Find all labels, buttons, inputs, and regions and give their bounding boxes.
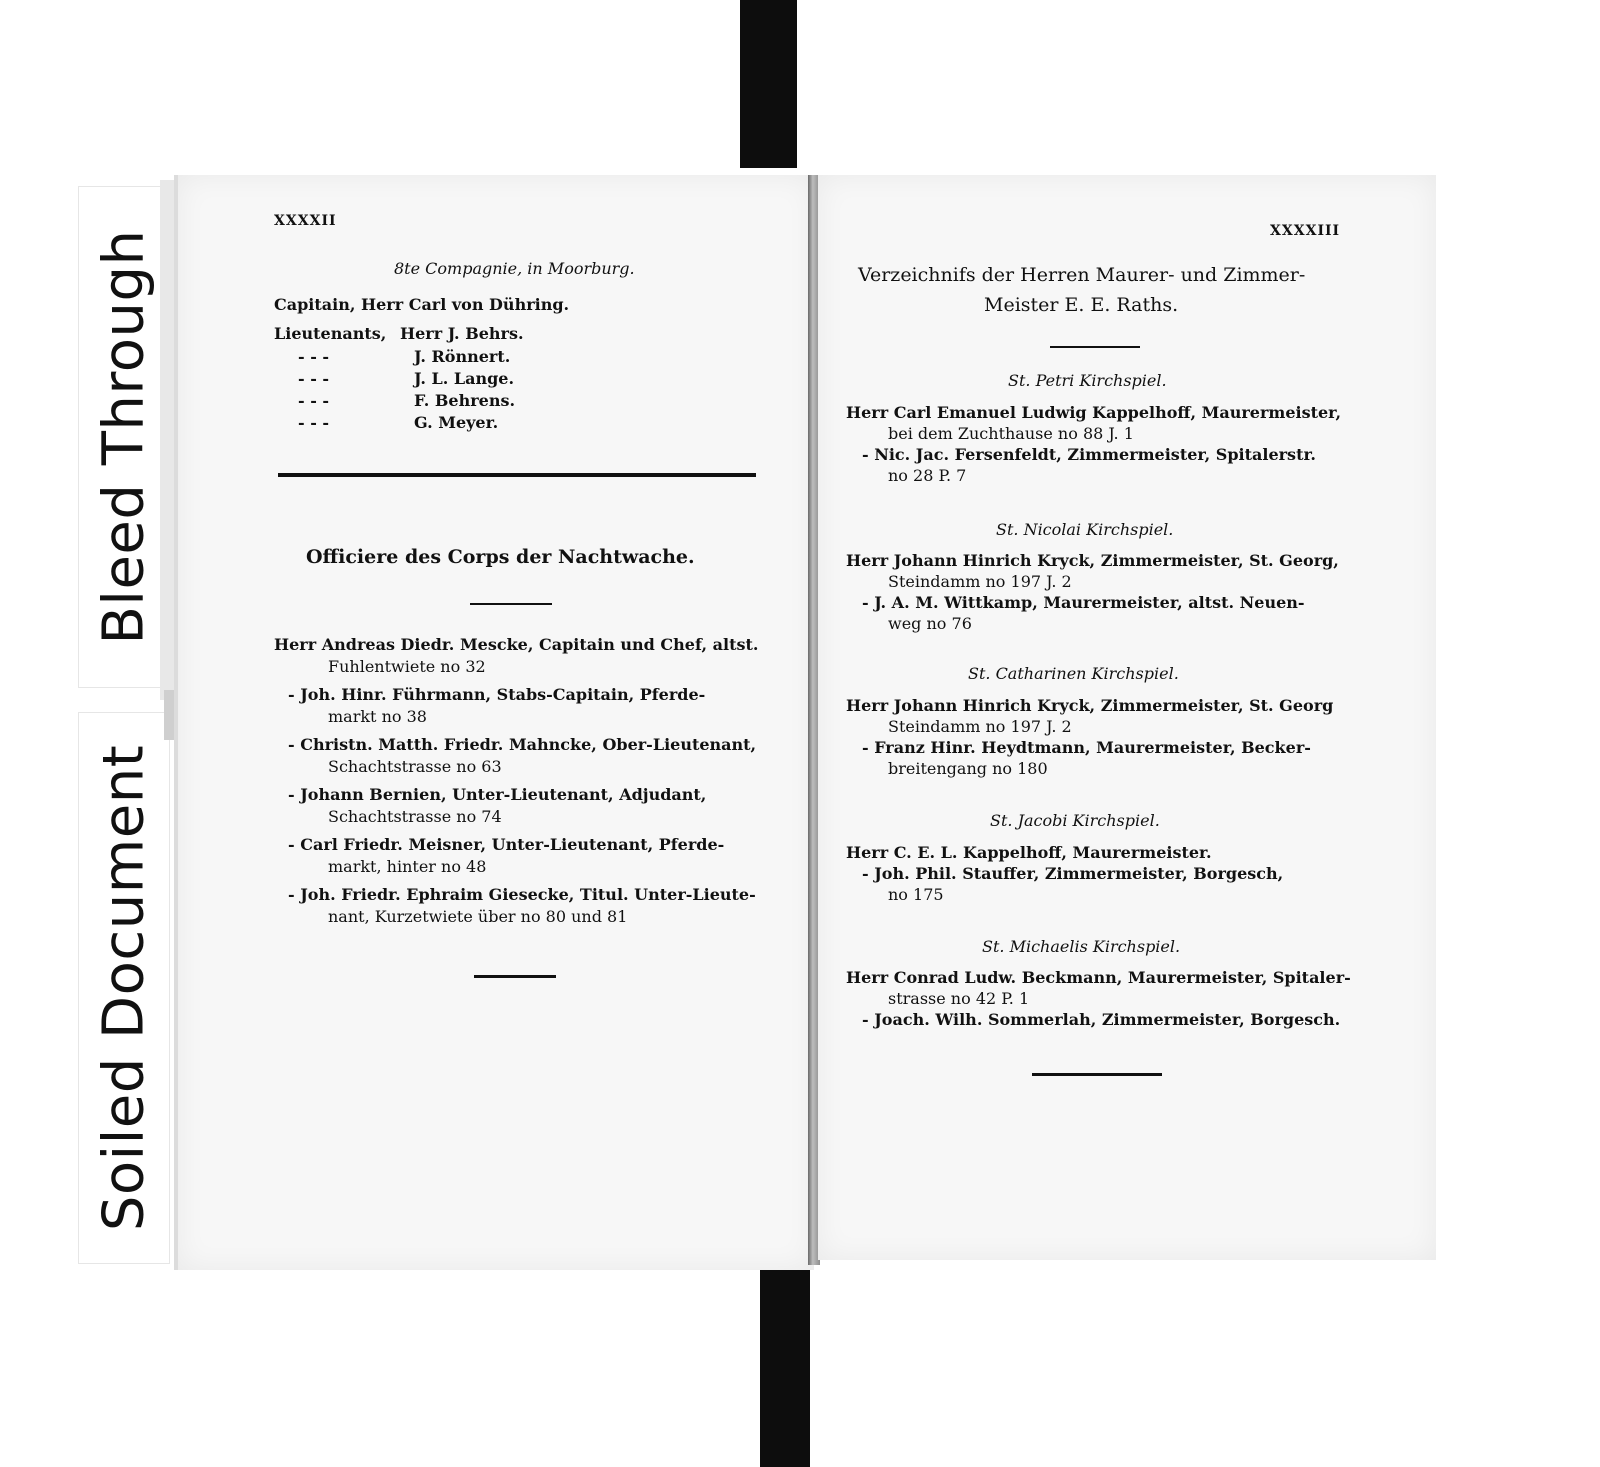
end-rule (474, 975, 556, 978)
master-address: strasse no 42 P. 1 (888, 989, 1030, 1008)
officer-address: Fuhlentwiete no 32 (328, 657, 486, 676)
officer-address: markt no 38 (328, 707, 427, 726)
master-line: Herr Johann Hinrich Kryck, Zimmermeister, St. Georg (846, 696, 1334, 715)
soiled-document-label: Soiled Document (91, 744, 157, 1232)
lieutenant-name: G. Meyer. (414, 413, 499, 432)
master-address: bei dem Zuchthause no 88 J. 1 (888, 424, 1134, 443)
soiled-document-label-box (78, 712, 170, 1264)
master-address: no 28 P. 7 (888, 466, 967, 485)
officer-line: - Christn. Matth. Friedr. Mahncke, Ober-Lieutenant, (288, 735, 757, 754)
captain-line: Capitain, Herr Carl von Dühring. (274, 295, 570, 314)
master-line: Herr Johann Hinrich Kryck, Zimmermeister, St. Georg, (846, 551, 1339, 570)
officer-address: Schachtstrasse no 74 (328, 807, 502, 826)
officer-line: - Carl Friedr. Meisner, Unter-Lieutenant, Pferde- (288, 835, 725, 854)
master-address: Steindamm no 197 J. 2 (888, 717, 1072, 736)
page-number-right: XXXXIII (1270, 223, 1341, 239)
officer-line: Herr Andreas Diedr. Mescke, Capitain und Chef, altst. (274, 635, 759, 654)
register-title-line1: Verzeichnifs der Herren Maurer- und Zimmer- (858, 264, 1306, 286)
officer-line: - Johann Bernien, Unter-Lieutenant, Adjudant, (288, 785, 707, 804)
officer-line: - Joh. Friedr. Ephraim Giesecke, Titul. Unter-Lieute- (288, 885, 756, 904)
section-divider (278, 473, 756, 477)
master-address: Steindamm no 197 J. 2 (888, 572, 1072, 591)
officer-address: Schachtstrasse no 63 (328, 757, 502, 776)
master-line: - Nic. Jac. Fersenfeldt, Zimmermeister, Spitalerstr. (862, 445, 1316, 464)
master-line: - Joh. Phil. Stauffer, Zimmermeister, Borgesch, (862, 864, 1284, 883)
officer-line: - Joh. Hinr. Führmann, Stabs-Capitain, Pferde- (288, 685, 706, 704)
end-rule (1032, 1073, 1162, 1076)
master-address: breitengang no 180 (888, 759, 1048, 778)
bleed-through-label-box (78, 186, 170, 688)
master-line: - Joach. Wilh. Sommerlah, Zimmermeister, Borgesch. (862, 1010, 1341, 1029)
master-address: no 175 (888, 885, 944, 904)
lieutenant-prefix: - - - (298, 369, 330, 388)
right-page (818, 175, 1436, 1260)
lieutenant-name: J. L. Lange. (414, 369, 515, 388)
master-line: Herr C. E. L. Kappelhoff, Maurermeister. (846, 843, 1212, 862)
lieutenant-prefix: - - - (298, 413, 330, 432)
parish-heading: St. Petri Kirchspiel. (1008, 371, 1167, 390)
page-edge-tab (164, 690, 174, 740)
bleed-through-label: Bleed Through (91, 229, 157, 645)
register-title-line2: Meister E. E. Raths. (984, 294, 1179, 316)
section-title: Officiere des Corps der Nachtwache. (306, 546, 695, 568)
master-line: Herr Conrad Ludw. Beckmann, Maurermeister, Spitaler- (846, 968, 1351, 987)
officer-address: nant, Kurzetwiete über no 80 und 81 (328, 907, 628, 926)
title-rule (470, 603, 552, 605)
left-page (174, 175, 814, 1270)
parish-heading: St. Nicolai Kirchspiel. (996, 520, 1174, 539)
lieutenant-prefix: Lieutenants, (274, 324, 387, 343)
lieutenant-name: Herr J. Behrs. (400, 324, 524, 343)
master-line: Herr Carl Emanuel Ludwig Kappelhoff, Maurermeister, (846, 403, 1342, 422)
officer-address: markt, hinter no 48 (328, 857, 487, 876)
lieutenant-prefix: - - - (298, 391, 330, 410)
lieutenant-name: J. Rönnert. (414, 347, 511, 366)
parish-heading: St. Catharinen Kirchspiel. (968, 664, 1179, 683)
master-address: weg no 76 (888, 614, 972, 633)
master-line: - Franz Hinr. Heydtmann, Maurermeister, Becker- (862, 738, 1311, 757)
parish-heading: St. Michaelis Kirchspiel. (982, 937, 1181, 956)
lieutenant-prefix: - - - (298, 347, 330, 366)
parish-heading: St. Jacobi Kirchspiel. (990, 811, 1160, 830)
company-title: 8te Compagnie, in Moorburg. (394, 259, 635, 278)
master-line: - J. A. M. Wittkamp, Maurermeister, altst. Neuen- (862, 593, 1305, 612)
lieutenant-name: F. Behrens. (414, 391, 516, 410)
title-rule (1050, 346, 1140, 348)
binding-bar-bottom (760, 1265, 810, 1467)
page-number-left: XXXXII (274, 213, 337, 229)
binding-bar-top (740, 0, 797, 168)
